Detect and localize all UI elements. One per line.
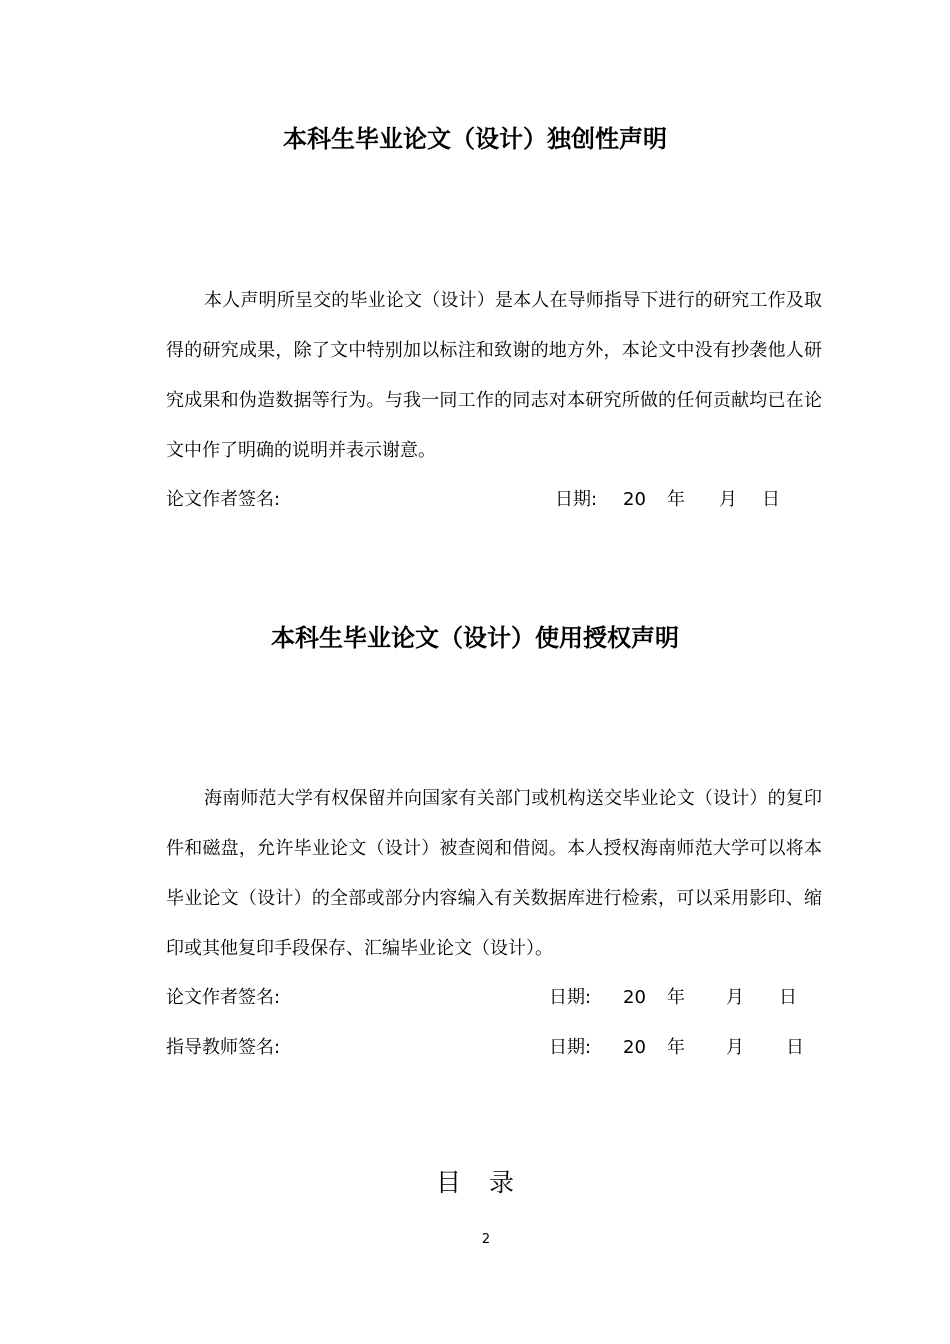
- date-year: 年: [667, 987, 685, 1008]
- date-label: 日期:: [555, 489, 598, 510]
- date-label: 日期:: [549, 987, 592, 1008]
- date-label: 日期:: [549, 1037, 592, 1058]
- date-month: 月: [726, 1037, 744, 1058]
- authorization-title: 本科生毕业论文（设计）使用授权声明: [271, 624, 679, 652]
- date-month: 月: [726, 987, 744, 1008]
- originality-title: 本科生毕业论文（设计）独创性声明: [283, 125, 667, 153]
- authorization-body: 海南师范大学有权保留并向国家有关部门或机构送交毕业论文（设计）的复印件和磁盘，允许毕业论文（设计）被查阅和借阅。本人授权海南师范大学可以将本毕业论文（设计）的全部或部分内容编入有关数据库进行检索，可以采用影印、缩印或其他复印手段保存、汇编毕业论文（设计）。: [166, 788, 822, 959]
- originality-body: 本人声明所呈交的毕业论文（设计）是本人在导师指导下进行的研究工作及取得的研究成果，除了文中特别加以标注和致谢的地方外，本论文中没有抄袭他人研究成果和伪造数据等行为。与我一同工作的同志对本研究所做的任何贡献均已在论文中作了明确的说明并表示谢意。: [166, 290, 822, 461]
- date-day: 日: [779, 987, 797, 1008]
- date-day: 日: [762, 489, 780, 510]
- page-number: 2: [481, 1232, 491, 1247]
- toc-title: 目录: [435, 1168, 542, 1197]
- originality-author-signature-label: 论文作者签名:: [166, 489, 281, 510]
- authorization-author-signature-label: 论文作者签名:: [166, 987, 281, 1008]
- date-month: 月: [719, 489, 737, 510]
- date-year-prefix: 20: [623, 1037, 646, 1058]
- date-year: 年: [667, 489, 685, 510]
- date-year-prefix: 20: [623, 987, 646, 1008]
- advisor-signature-label: 指导教师签名:: [166, 1037, 281, 1058]
- date-year: 年: [667, 1037, 685, 1058]
- date-day: 日: [786, 1037, 804, 1058]
- date-year-prefix: 20: [623, 489, 646, 510]
